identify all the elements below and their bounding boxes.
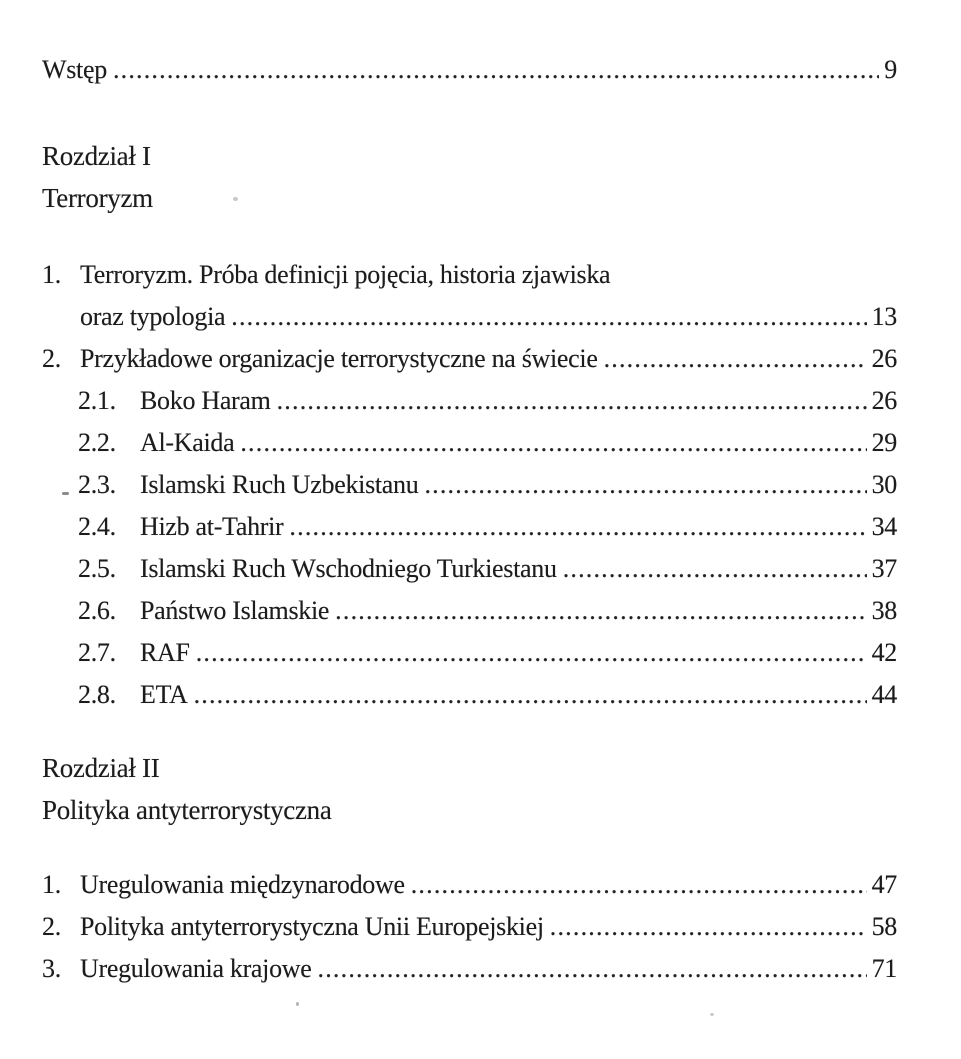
entry-label: Boko Haram: [140, 386, 271, 415]
scan-speck: [233, 197, 238, 201]
toc-entry: [42, 906, 897, 948]
dot-leader: [194, 674, 867, 716]
entry-label: Wstęp: [42, 55, 107, 84]
dot-leader: [196, 632, 867, 674]
entry-label: Islamski Ruch Wschodniego Turkiestanu: [140, 554, 557, 583]
dot-leader: [277, 380, 867, 422]
page-number: 58: [871, 912, 897, 941]
toc-subentry: [42, 464, 897, 506]
toc-subentry: [42, 422, 897, 464]
chapter-title-line: Terroryzm: [42, 183, 153, 213]
entry-number: 1.: [42, 870, 61, 899]
entry-label: ETA: [140, 680, 188, 709]
entry-number: 2.: [42, 912, 61, 941]
entry-number: 2.1.: [78, 386, 116, 415]
chapter-title-line: Polityka antyterrorystyczna: [42, 795, 332, 825]
page-number: 34: [871, 512, 897, 541]
entry-label: Al-Kaida: [140, 428, 235, 457]
dot-leader: [113, 49, 879, 91]
chapter-1-items: [42, 254, 897, 716]
scan-speck: [62, 492, 69, 495]
toc-subentry: [42, 632, 897, 674]
entry-label: Uregulowania krajowe: [80, 954, 312, 983]
chapter-1-heading: [42, 135, 897, 219]
toc-subentry: [42, 590, 897, 632]
dot-leader: [231, 296, 866, 338]
entry-label: Hizb at-Tahrir: [140, 512, 284, 541]
dot-leader: [318, 948, 867, 990]
chapter-number-line: Rozdział II: [42, 753, 160, 783]
entry-label: Polityka antyterrorystyczna Unii Europejskiej: [80, 912, 544, 941]
toc-entry: [42, 864, 897, 906]
entry-label: Przykładowe organizacje terrorystyczne na świecie: [80, 344, 598, 373]
page-number: 26: [871, 344, 897, 373]
chapter-2-heading: [42, 747, 897, 831]
entry-number: 2.8.: [78, 680, 116, 709]
entry-number: 2.3.: [78, 470, 116, 499]
entry-number: 2.2.: [78, 428, 116, 457]
toc-entry: [42, 254, 897, 296]
dot-leader: [424, 464, 866, 506]
entry-label: Islamski Ruch Uzbekistanu: [140, 470, 419, 499]
entry-number: 3.: [42, 954, 61, 983]
page-number: 13: [871, 302, 897, 331]
chapter-2-items: [42, 864, 897, 990]
entry-number: 1.: [42, 260, 61, 289]
entry-number: 2.6.: [78, 596, 116, 625]
toc-entry: [42, 338, 897, 380]
entry-number: 2.7.: [78, 638, 116, 667]
entry-label: RAF: [140, 638, 190, 667]
page-number: 37: [871, 554, 897, 583]
entry-label: oraz typologia: [80, 302, 226, 331]
entry-label: Uregulowania międzynarodowe: [80, 870, 405, 899]
entry-label: Terroryzm. Próba definicji pojęcia, historia zjawiska: [80, 260, 611, 289]
entry-number: 2.: [42, 344, 61, 373]
page-number: 42: [871, 638, 897, 667]
dot-leader: [289, 506, 866, 548]
dot-leader: [550, 906, 867, 948]
dot-leader: [411, 864, 867, 906]
dot-leader: [604, 338, 867, 380]
page-number: 71: [871, 954, 897, 983]
chapter-number-line: Rozdział I: [42, 141, 151, 171]
page-number: 44: [871, 680, 897, 709]
page-number: 29: [871, 428, 897, 457]
dot-leader: [335, 590, 866, 632]
dot-leader: [563, 548, 867, 590]
toc-subentry: [42, 548, 897, 590]
entry-number: 2.4.: [78, 512, 116, 541]
page-number: 9: [884, 55, 897, 84]
scan-speck: [710, 1013, 714, 1016]
toc-subentry: [42, 506, 897, 548]
toc-subentry: [42, 380, 897, 422]
page-number: 38: [871, 596, 897, 625]
toc-entry-continuation: [42, 296, 897, 338]
page-number: 47: [871, 870, 897, 899]
page-number: 30: [871, 470, 897, 499]
entry-label: Państwo Islamskie: [140, 596, 330, 625]
toc-entry: [42, 948, 897, 990]
dot-leader: [240, 422, 866, 464]
page-number: 26: [871, 386, 897, 415]
toc-subentry: [42, 674, 897, 716]
entry-number: 2.5.: [78, 554, 116, 583]
toc-entry-wstep: [42, 49, 897, 91]
scan-speck: [296, 1002, 299, 1006]
